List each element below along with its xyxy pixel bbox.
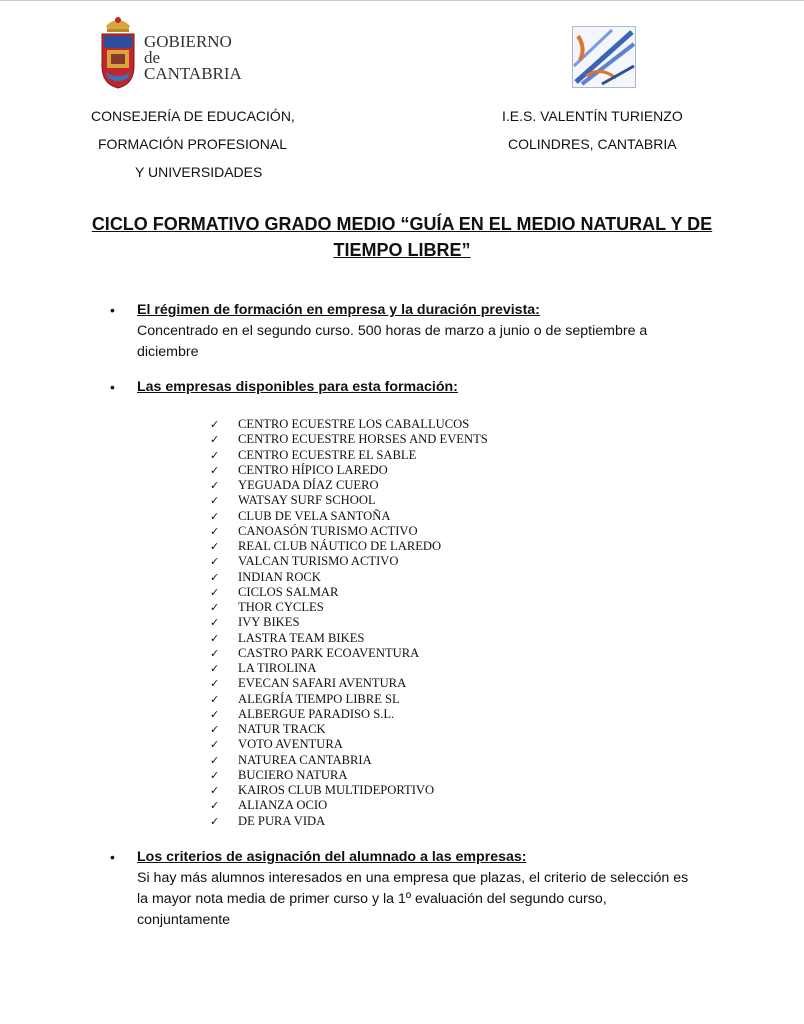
checkmark-icon: ✓ [210,616,220,630]
list-item [210,661,630,676]
list-item [210,615,630,630]
header-left-line3: Y UNIVERSIDADES [135,164,263,180]
checkmark-icon: ✓ [210,601,220,614]
list-item [210,463,630,478]
company-name: KAIROS CLUB MULTIDEPORTIVO [238,783,435,797]
gov-logo-line2: de [144,48,161,67]
checkmark-icon: ✓ [210,753,220,767]
checkmark-icon: ✓ [210,723,220,736]
coat-of-arms-icon [98,14,138,90]
page-top-border [0,0,804,1]
list-item [210,585,630,600]
document-title [60,211,744,263]
company-name: INDIAN ROCK [238,569,321,584]
company-name: CLUB DE VELA SANTOÑA [238,508,391,523]
checkmark-icon: ✓ [210,646,220,660]
checkmark-icon: ✓ [210,448,220,462]
company-name: WATSAY SURF SCHOOL [238,493,376,508]
header-left-line2: FORMACIÓN PROFESIONAL [98,136,288,152]
checkmark-icon: ✓ [210,738,220,752]
list-item [210,707,630,722]
list-item [210,539,630,554]
company-name: CENTRO ECUESTRE HORSES AND EVENTS [238,432,488,447]
header-left-line1: CONSEJERÍA DE EDUCACIÓN, [91,108,295,124]
company-name: CENTRO HÍPICO LAREDO [238,462,388,477]
company-name: CANOASÓN TURISMO ACTIVO [238,523,418,538]
list-item [210,676,630,691]
company-name: REAL CLUB NÁUTICO DE LAREDO [238,539,442,553]
company-list [210,417,630,829]
checkmark-icon: ✓ [210,479,220,492]
checkmark-icon: ✓ [210,799,220,813]
bullet-icon: • [110,302,115,318]
checkmark-icon: ✓ [210,540,220,553]
list-item [210,432,630,447]
checkmark-icon: ✓ [210,433,220,447]
company-name: VALCAN TURISMO ACTIVO [238,554,399,569]
gov-logo-line3: CANTABRIA [144,64,242,83]
section-empresas [110,377,710,398]
checkmark-icon: ✓ [210,814,220,828]
company-name: EVECAN SAFARI AVENTURA [238,676,407,691]
list-item [210,798,630,813]
checkmark-icon: ✓ [210,509,220,523]
company-name: DE PURA VIDA [238,813,326,828]
checkmark-icon: ✓ [210,662,220,675]
checkmark-icon: ✓ [210,418,220,431]
company-name: YEGUADA DÍAZ CUERO [238,478,379,492]
list-item [210,493,630,508]
section-empresas-heading: Las empresas disponibles para esta formación: [137,379,458,395]
section-regimen-body: Concentrado en el segundo curso. 500 horas de marzo a junio o de septiembre a diciembre [137,323,648,360]
company-name: CENTRO ECUESTRE LOS CABALLUCOS [238,417,470,431]
list-item [210,768,630,783]
checkmark-icon: ✓ [210,524,220,538]
company-name: ALEGRÍA TIEMPO LIBRE SL [238,691,400,706]
company-name: CICLOS SALMAR [238,584,339,599]
checkmark-icon: ✓ [210,555,220,569]
company-name: ALIANZA OCIO [238,798,328,813]
checkmark-icon: ✓ [210,677,220,691]
checkmark-icon: ✓ [210,768,220,782]
list-item [210,631,630,646]
checkmark-icon: ✓ [210,631,220,645]
section-criterios [110,847,700,931]
list-item [210,448,630,463]
checkmark-icon: ✓ [210,494,220,508]
gobierno-cantabria-logo [98,14,248,90]
checkmark-icon: ✓ [210,692,220,706]
section-regimen-heading: El régimen de formación en empresa y la duración prevista: [137,302,540,318]
bullet-icon: • [110,849,115,865]
list-item [210,600,630,615]
list-item [210,478,630,493]
section-criterios-body: Si hay más alumnos interesados en una empresa que plazas, el criterio de selección es la mayor nota media de primer curso y la 1º evaluación del segundo curso, conjuntamente [137,870,689,928]
company-name: ALBERGUE PARADISO S.L. [238,706,395,721]
list-item [210,692,630,707]
list-item [210,554,630,569]
list-item [210,570,630,585]
company-name: NATUR TRACK [238,722,326,736]
title-line1: CICLO FORMATIVO GRADO MEDIO “GUÍA EN EL MEDIO NATURAL Y DE [91,214,713,234]
list-item [210,417,630,432]
section-regimen [110,300,710,363]
checkmark-icon: ✓ [210,784,220,797]
checkmark-icon: ✓ [210,570,220,584]
section-criterios-heading: Los criterios de asignación del alumnado a las empresas: [137,849,527,865]
list-item [210,646,630,661]
header-right-line2: COLINDRES, CANTABRIA [508,136,677,152]
company-name: LASTRA TEAM BIKES [238,630,365,645]
list-item [210,524,630,539]
company-name: LA TIROLINA [238,661,317,675]
header-right-line1: I.E.S. VALENTÍN TURIENZO [502,108,683,124]
list-item [210,509,630,524]
gov-logo-line1: GOBIERNO [144,32,232,51]
list-item [210,783,630,798]
company-name: VOTO AVENTURA [238,737,343,752]
checkmark-icon: ✓ [210,463,220,477]
ies-logo-icon [572,26,636,88]
company-name: THOR CYCLES [238,600,324,614]
company-name: CASTRO PARK ECOAVENTURA [238,645,420,660]
checkmark-icon: ✓ [210,585,220,599]
list-item [210,722,630,737]
company-name: IVY BIKES [238,615,300,630]
title-line2: TIEMPO LIBRE” [333,240,471,260]
list-item [210,814,630,829]
company-name: BUCIERO NATURA [238,767,348,782]
company-name: NATUREA CANTABRIA [238,752,372,767]
company-name: CENTRO ECUESTRE EL SABLE [238,447,417,462]
list-item [210,753,630,768]
list-item [210,737,630,752]
checkmark-icon: ✓ [210,707,220,721]
bullet-icon: • [110,379,115,395]
